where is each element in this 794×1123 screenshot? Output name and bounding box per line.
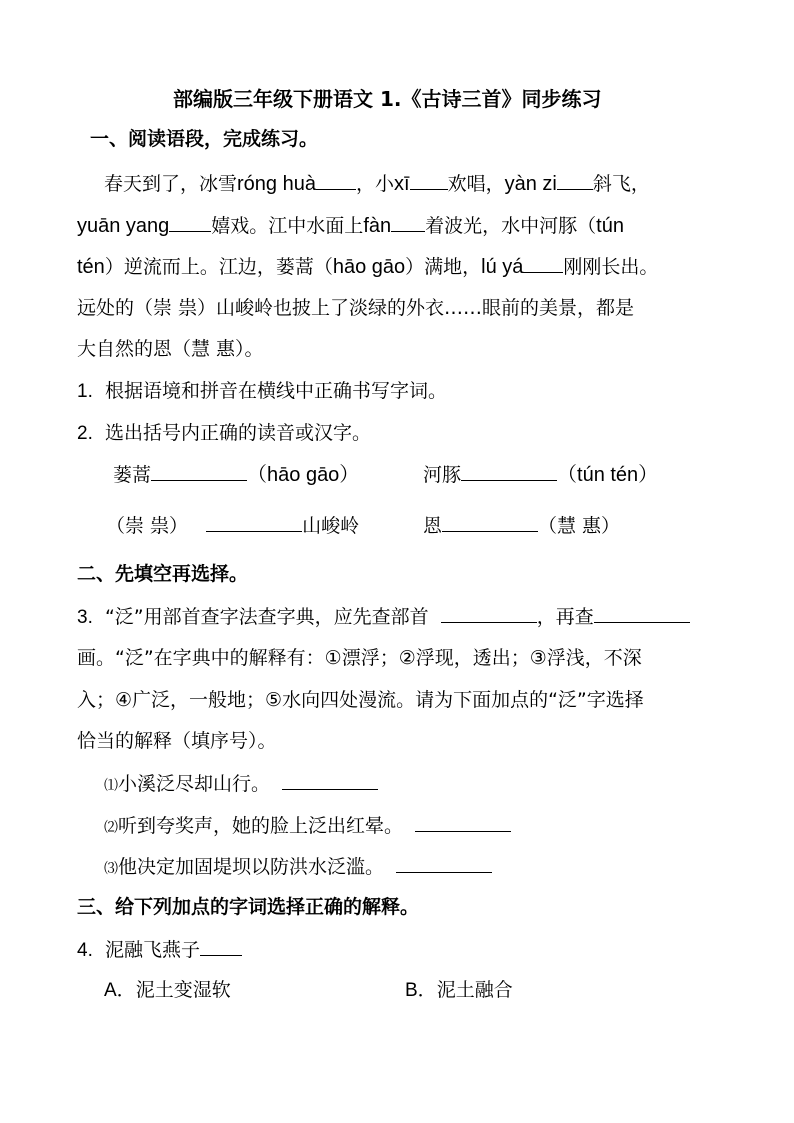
sub-number: ⑵ xyxy=(104,820,118,836)
question-3-line-2: 画。“泛”在字典中的解释有：①漂浮；②浮现，透出；③浮浅，不深 xyxy=(77,647,642,669)
question-3-line-4: 恰当的解释（填序号）。 xyxy=(77,730,277,752)
passage-text: ）逆流而上。江边，蒌蒿（ xyxy=(104,256,333,278)
q3-sub-2 xyxy=(104,813,511,840)
q3-sub-1 xyxy=(104,771,378,798)
q2-options: （hāo gāo） xyxy=(247,464,360,486)
answer-blank[interactable] xyxy=(396,854,492,873)
q2-item-a xyxy=(113,462,359,487)
question-text: 根据语境和拼音在横线中正确书写字词。 xyxy=(104,380,447,402)
option-letter: B． xyxy=(405,980,437,1001)
passage-line-1 xyxy=(104,171,650,196)
sub-text: 小溪泛尽却山行。 xyxy=(118,773,271,795)
pinyin: fàn xyxy=(363,215,392,237)
pinyin: róng huà xyxy=(237,173,316,195)
sub-text: 听到夸奖声，她的脸上泛出红晕。 xyxy=(118,815,404,837)
page-title: 部编版三年级下册语文 1.《古诗三首》同步练习 xyxy=(173,87,602,111)
option-text: 泥土融合 xyxy=(436,979,513,1001)
passage-text: 嬉戏。江中水面上 xyxy=(211,215,364,237)
passage-line-2 xyxy=(77,213,624,238)
answer-blank[interactable] xyxy=(206,513,302,532)
answer-blank[interactable] xyxy=(594,604,690,623)
fill-blank[interactable] xyxy=(557,171,593,190)
pinyin: yàn zi xyxy=(504,173,557,195)
option-a[interactable] xyxy=(104,978,231,1003)
option-text: 泥土变湿软 xyxy=(135,979,231,1001)
q2-options: （tún tén） xyxy=(557,464,659,486)
passage-text: ）满地， xyxy=(405,256,482,278)
answer-blank[interactable] xyxy=(282,771,378,790)
fill-blank[interactable] xyxy=(169,213,211,232)
option-letter: A． xyxy=(104,980,136,1001)
passage-line-5: 大自然的恩（慧 惠）。 xyxy=(77,338,264,360)
answer-blank[interactable] xyxy=(461,462,557,481)
pinyin: tén xyxy=(77,256,105,278)
passage-text: 欢唱， xyxy=(447,173,505,195)
option-b[interactable] xyxy=(405,978,513,1003)
q2-item-c xyxy=(106,513,359,538)
question-number: 4. xyxy=(77,940,93,961)
answer-blank[interactable] xyxy=(442,513,538,532)
question-number: 3. xyxy=(77,607,93,628)
pinyin: yuān yang xyxy=(77,215,170,237)
sub-number: ⑶ xyxy=(104,861,118,877)
question-3-line-1 xyxy=(77,604,690,630)
question-number: 1. xyxy=(77,381,93,402)
question-text: 泥融飞燕子 xyxy=(104,939,200,961)
q2-item-b xyxy=(423,462,658,487)
q2-word: 山峻岭 xyxy=(302,515,360,537)
q2-word: 蒌蒿 xyxy=(113,464,152,486)
question-text: ，再查 xyxy=(536,606,594,628)
question-text: 选出括号内正确的读音或汉字。 xyxy=(104,422,371,444)
passage-line-3 xyxy=(77,254,658,279)
pinyin: hāo gāo xyxy=(332,256,406,278)
q3-sub-3 xyxy=(104,854,492,881)
pinyin: xī xyxy=(394,173,410,195)
section-2-heading: 二、先填空再选择。 xyxy=(77,563,249,585)
q2-options: （崇 祟） xyxy=(106,515,189,537)
pinyin: lú yá xyxy=(481,256,524,278)
answer-blank[interactable] xyxy=(151,462,247,481)
section-1-heading: 一、阅读语段，完成练习。 xyxy=(90,128,319,150)
answer-blank[interactable] xyxy=(441,604,537,623)
question-4 xyxy=(77,937,242,963)
sub-number: ⑴ xyxy=(104,778,118,794)
sub-text: 他决定加固堤坝以防洪水泛滥。 xyxy=(118,856,385,878)
q2-word: 河豚 xyxy=(423,464,462,486)
pinyin: tún xyxy=(596,215,624,237)
question-number: 2. xyxy=(77,423,93,444)
passage-text: ，小 xyxy=(355,173,394,195)
question-text: “泛”用部首查字法查字典，应先查部首 xyxy=(104,606,429,628)
passage-line-4: 远处的（崇 祟）山峻岭也披上了淡绿的外衣……眼前的美景，都是 xyxy=(77,297,635,319)
question-2 xyxy=(77,421,371,446)
question-1 xyxy=(77,379,447,404)
passage-text: 春天到了，冰雪 xyxy=(104,173,238,195)
fill-blank[interactable] xyxy=(523,254,563,273)
answer-blank[interactable] xyxy=(200,937,242,956)
passage-text: 着波光，水中河豚（ xyxy=(425,215,597,237)
section-3-heading: 三、给下列加点的字词选择正确的解释。 xyxy=(77,896,420,918)
passage-text: 刚刚长出。 xyxy=(563,256,659,278)
q2-word: 恩 xyxy=(423,515,443,537)
fill-blank[interactable] xyxy=(410,171,448,190)
q2-options: （慧 惠） xyxy=(538,515,621,537)
answer-blank[interactable] xyxy=(415,813,511,832)
fill-blank[interactable] xyxy=(316,171,356,190)
q2-item-d xyxy=(423,513,620,538)
question-3-line-3: 入；④广泛，一般地；⑤水向四处漫流。请为下面加点的“泛”字选择 xyxy=(77,689,644,711)
fill-blank[interactable] xyxy=(391,213,425,232)
passage-text: 斜飞， xyxy=(592,173,650,195)
